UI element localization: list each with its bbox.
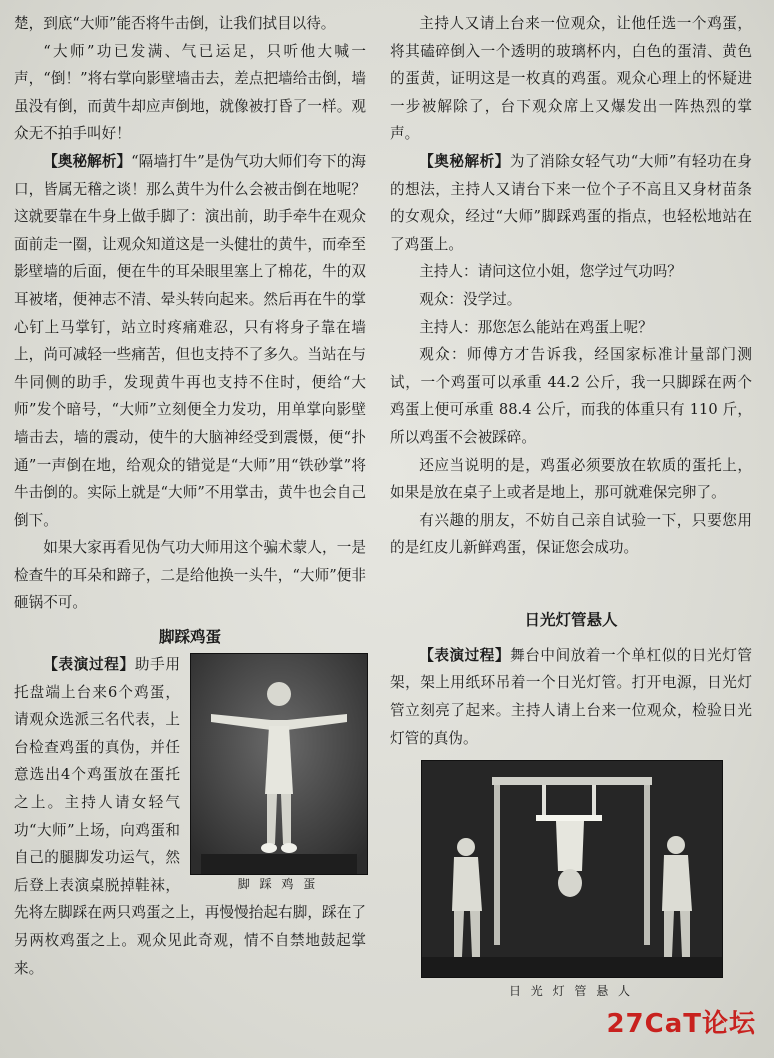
photo-illustration bbox=[422, 761, 722, 977]
paragraph bbox=[390, 148, 752, 258]
paragraph bbox=[390, 642, 752, 752]
paragraph: 还应当说明的是，鸡蛋必须要放在软质的蛋托上，如果是放在桌子上或者是地上，那可就难保完卵了。 bbox=[390, 456, 752, 502]
paragraph-text: 为了消除女轻气功“大师”有轻功在身的想法，主持人又请台下来一位个子不高且又身材苗条的女观众，经过“大师”脚踩鸡蛋的指点，也轻松地站在了鸡蛋上。 bbox=[390, 152, 752, 253]
section-title: 脚踩鸡蛋 bbox=[158, 628, 221, 647]
dialogue-line: 主持人：请问这位小姐，您学过气功吗？ bbox=[419, 263, 682, 281]
section-tag: 【表演过程】 bbox=[43, 656, 135, 674]
paragraph-text: “隔墙打牛”是伪气功大师们夸下的海口，皆属无稽之谈！那么黄牛为什么会被击倒在地呢？这就要靠在牛身上做手脚了：演出前，助手牵牛在观众面前走一圈，让观众知道这是一头健壮的黄牛，而牵至影壁墙的后面，便在牛的耳朵眼里塞上了棉花，牛的双耳被堵，便神志不清、晕头转向起来。然后再在牛的掌心钉上马掌钉，站立时疼痛难忍，只有将身子靠在墙上，尚可减轻一些痛苦，但也支持不了多久。当站在与牛同侧的助手，发现黄牛再也支持不住时，便给“大师”发个暗号，“大师”立刻便全力发功，用单掌向影壁墙击去，墙的震动，使牛的大脑神经受到震慑，便“扑通”一声倒在地，给观众的错觉是“大师”用“铁砂掌”将牛击倒的。实际上就是“大师”不用掌击，黄牛也会自己倒下。 bbox=[14, 152, 366, 529]
dialogue-line: 主持人：那您怎么能站在鸡蛋上呢？ bbox=[419, 318, 653, 336]
figure-caption: 脚 踩 鸡 蛋 bbox=[237, 877, 319, 892]
photo-illustration bbox=[191, 654, 367, 874]
paragraph: “大师”功已发满、气已运足，只听他大喊一声，“倒！”将右掌向影壁墙击去，差点把墙给击倒，墙虽没有倒，而黄牛却应声倒地，就像被打昏了一样。观众无不拍手叫好！ bbox=[14, 42, 366, 143]
figure-lamp bbox=[421, 760, 721, 1000]
photo-egg-standing bbox=[190, 653, 368, 875]
paragraph: 有兴趣的朋友，不妨自己亲自试验一下，只要您用的是红皮儿新鲜鸡蛋，保证您会成功。 bbox=[390, 511, 752, 557]
right-column bbox=[390, 10, 752, 1000]
section-title: 日光灯管悬人 bbox=[524, 610, 618, 629]
forum-watermark: 27CaT论坛 bbox=[606, 1009, 756, 1039]
paragraph: 楚，到底“大师”能否将牛击倒，让我们拭目以待。 bbox=[14, 15, 336, 32]
paragraph bbox=[14, 148, 366, 534]
dialogue-line: 观众：没学过。 bbox=[419, 290, 522, 308]
left-column bbox=[14, 10, 366, 982]
paragraph-text: 助手用托盘端上台来6个鸡蛋，请观众选派三名代表，上台检查鸡蛋的真伪，并任意选出4个鸡蛋放在蛋托之上。主持人请女轻气功“大师”上场，向鸡蛋和自己的腿脚发功运气，然后登上表演桌脱掉鞋袜，先将左脚踩在两只鸡蛋之上，再慢慢抬起右脚，踩在了另两枚鸡蛋之上。观众见此奇观，情不自禁地鼓起掌来。 bbox=[14, 656, 366, 977]
section-tag: 【奥秘解析】 bbox=[43, 152, 132, 170]
figure-egg bbox=[190, 653, 366, 893]
section-tag: 【表演过程】 bbox=[419, 646, 511, 664]
photo-lamp-suspension bbox=[421, 760, 723, 978]
paragraph-text: 舞台中间放着一个单杠似的日光灯管架，架上用纸环吊着一个日光灯管。打开电源，日光灯管立刻亮了起来。主持人请上台来一位观众，检验日光灯管的真伪。 bbox=[390, 646, 752, 747]
dialogue-line: 观众：师傅方才告诉我，经国家标准计量部门测试，一个鸡蛋可以承重 44.2 公斤，我一只脚踩在两个鸡蛋上便可承重 88.4 公斤，而我的体重只有 110 斤，所以鸡蛋不会被踩碎。 bbox=[390, 346, 752, 446]
section-tag: 【奥秘解析】 bbox=[419, 152, 510, 170]
paragraph: 主持人又请上台来一位观众，让他任选一个鸡蛋，将其磕碎倒入一个透明的玻璃杯内，白色的蛋清、黄色的蛋黄，证明这是一枚真的鸡蛋。观众心理上的怀疑进一步被解除了，台下观众席上又爆发出一阵热烈的掌声。 bbox=[390, 15, 752, 143]
figure-caption: 日 光 灯 管 悬 人 bbox=[508, 984, 634, 999]
paragraph: 如果大家再看见伪气功大师用这个骗术蒙人，一是检查牛的耳朵和蹄子，二是给他换一头牛，“大师”便非砸锅不可。 bbox=[14, 539, 366, 612]
